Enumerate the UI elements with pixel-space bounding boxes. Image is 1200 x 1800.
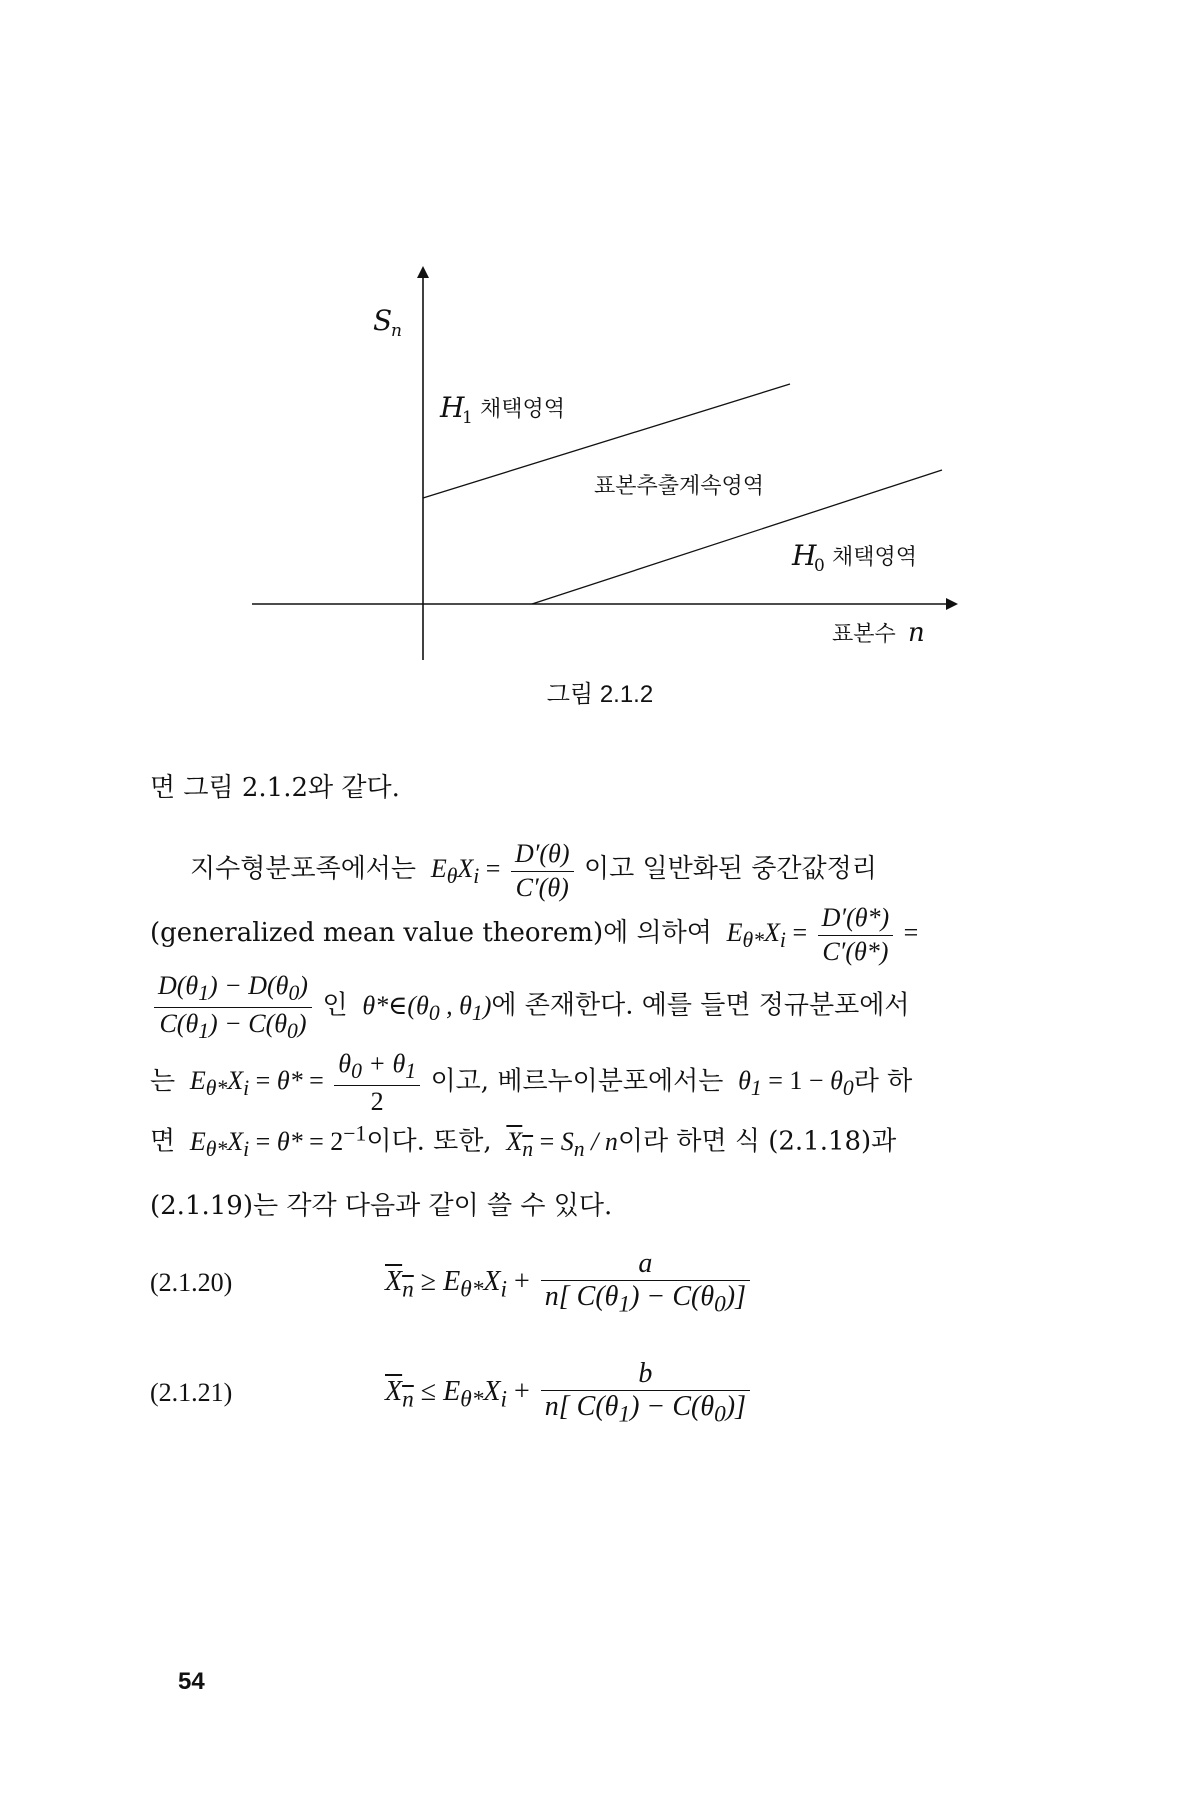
line1-text: 면 그림 2.1.2와 같다. [150, 773, 400, 803]
h0-subscript: 0 [814, 556, 825, 576]
y-axis-label: S [373, 304, 393, 337]
h1-subscript: 1 [462, 408, 473, 428]
eq1-numerator: a [541, 1248, 750, 1281]
page-number: 54 [178, 1668, 205, 1695]
h0-symbol: H [792, 539, 817, 572]
line5-text-a: 는 [150, 1066, 176, 1097]
figure-sequential-test-regions [0, 0, 1200, 680]
equation-number-2-1-21: (2.1.21) [150, 1378, 233, 1407]
line3-text-a: (generalized mean value theorem)에 의하여 [150, 917, 712, 948]
h0-region-label: 채택영역 [832, 545, 918, 570]
line2-text-a: 지수형분포족에서는 [190, 853, 417, 884]
formula-mean-value: $E_{\theta*}X_i$ = $\frac{D'(\theta*)}{C'(\theta*)}$ = [720, 903, 919, 966]
line4-text-b: 인 [322, 990, 348, 1021]
line6-text-c: 이라 하면 식 (2.1.18)과 [617, 1126, 897, 1157]
text-line-1 [150, 772, 1050, 805]
figure-caption: 그림 2.1.2 [546, 681, 654, 708]
line4-text-c: 에 존재한다. 예를 들면 정규분포에서 [491, 990, 910, 1021]
formula-bernoulli-theta: $\theta_1 = 1 - \theta_0$ [731, 1066, 854, 1101]
continue-region-label: 표본추출계속영역 [594, 474, 765, 499]
text-line-7 [150, 1190, 1050, 1223]
line5-text-c: 라 하 [853, 1066, 913, 1097]
line6-text-a: 면 [150, 1126, 176, 1157]
formula-sample-mean: $X_n = S_n / n$ [506, 1126, 618, 1161]
formula-bernoulli-case: $E_{\theta*}X_i = \theta* = 2^{-1}$ [183, 1121, 367, 1161]
formula-difference-ratio: $\frac{D(\theta_1) - D(\theta_0)}{C(\theta_1) - C(\theta_0)}$ [150, 991, 322, 1020]
text-line-3 [150, 902, 1050, 968]
x-axis-variable: n [908, 618, 925, 648]
line6-text-b: 이다. 또한, [366, 1126, 492, 1157]
y-axis-subscript: n [391, 321, 402, 341]
formula-normal-case: $E_{\theta*}X_i = \theta*$ = $\frac{\theta_0 + \theta_1}{2}$ [183, 1066, 430, 1095]
text-line-6 [150, 1120, 1050, 1163]
equation-number-2-1-20: (2.1.20) [150, 1268, 233, 1297]
h1-symbol: H [440, 391, 465, 424]
text-line-5 [150, 1048, 1050, 1119]
text-line-4 [150, 970, 1050, 1046]
line5-text-b: 이고, 베르누이분포에서는 [430, 1066, 724, 1097]
line2-text-b: 이고 일반화된 중간값정리 [584, 853, 877, 884]
h1-region-label: 채택영역 [480, 397, 566, 422]
eq2-numerator: b [541, 1358, 750, 1391]
x-axis-label: 표본수 [832, 622, 896, 647]
equation-2-1-21: $X_n \le E_{\theta*}X_i$ + $\frac{b}{n[ C(\theta_1) - C(\theta_0)]}$ [385, 1358, 754, 1429]
formula-theta-interval: $\theta*\in(\theta_0$ , $\theta_1$) [355, 990, 492, 1025]
text-line-2 [190, 838, 1050, 904]
line7-text: (2.1.19)는 각각 다음과 같이 쓸 수 있다. [150, 1191, 613, 1221]
formula-mean-ratio: $E_\theta X_i$ = $\frac{D'(\theta)}{C'(\theta)}$ [424, 854, 584, 883]
equation-2-1-20: $X_n \ge E_{\theta*}X_i$ + $\frac{a}{n[ C(\theta_1) - C(\theta_0)]}$ [385, 1248, 754, 1319]
